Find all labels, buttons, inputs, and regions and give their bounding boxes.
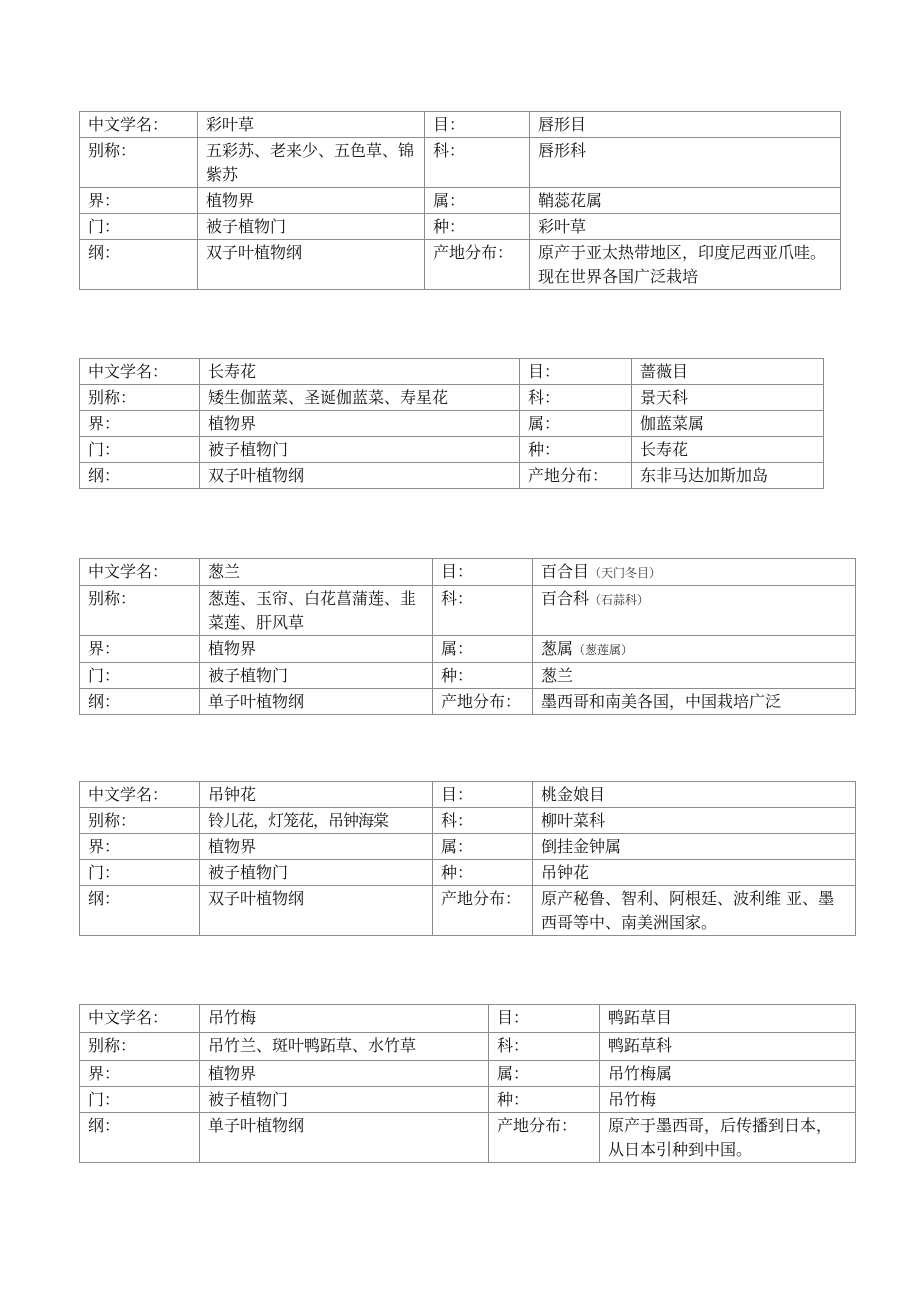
label-phylum: 门：	[80, 214, 198, 240]
label-cn-name: 中文学名：	[80, 1005, 200, 1033]
label-family: 科：	[489, 1033, 600, 1061]
value-distribution: 墨西哥和南美各国，中国栽培广泛	[533, 689, 856, 715]
value-alias: 五彩苏、老来少、五色草、锦紫苏	[198, 138, 425, 188]
value-genus: 伽蓝菜属	[632, 411, 824, 437]
label-alias: 别称：	[80, 1033, 200, 1061]
value-species: 吊竹梅	[600, 1087, 856, 1113]
value-order: 鸭跖草目	[600, 1005, 856, 1033]
family-note: （石蒜科）	[589, 593, 650, 607]
value-order: 桃金娘目	[533, 782, 856, 808]
label-distribution: 产地分布：	[489, 1113, 600, 1163]
value-species: 吊钟花	[533, 860, 856, 886]
label-phylum: 门：	[80, 860, 200, 886]
label-order: 目：	[520, 359, 632, 385]
value-alias: 铃儿花，灯笼花，吊钟海棠	[200, 808, 433, 834]
label-cn-name: 中文学名：	[80, 359, 200, 385]
value-cn-name: 吊钟花	[200, 782, 433, 808]
value-phylum: 被子植物门	[200, 437, 520, 463]
label-class: 纲：	[80, 240, 198, 290]
plant-table-tradescantia	[79, 1004, 856, 1163]
value-class: 双子叶植物纲	[200, 886, 433, 936]
label-distribution: 产地分布：	[433, 886, 533, 936]
value-phylum: 被子植物门	[200, 663, 433, 689]
label-alias: 别称：	[80, 385, 200, 411]
value-class: 单子叶植物纲	[200, 689, 433, 715]
value-alias: 矮生伽蓝菜、圣诞伽蓝菜、寿星花	[200, 385, 520, 411]
label-family: 科：	[433, 586, 533, 636]
plant-table-kalanchoe	[79, 358, 824, 489]
label-order: 目：	[489, 1005, 600, 1033]
value-genus: 鞘蕊花属	[530, 188, 841, 214]
label-order: 目：	[433, 782, 533, 808]
value-species: 彩叶草	[530, 214, 841, 240]
value-kingdom: 植物界	[200, 636, 433, 663]
value-alias: 吊竹兰、斑叶鸭跖草、水竹草	[200, 1033, 489, 1061]
label-genus: 属：	[489, 1061, 600, 1087]
value-class: 双子叶植物纲	[198, 240, 425, 290]
value-species: 长寿花	[632, 437, 824, 463]
value-alias: 葱莲、玉帘、白花菖蒲莲、韭菜莲、肝风草	[200, 586, 433, 636]
value-distribution: 东非马达加斯加岛	[632, 463, 824, 489]
label-family: 科：	[425, 138, 530, 188]
value-phylum: 被子植物门	[200, 860, 433, 886]
label-alias: 别称：	[80, 808, 200, 834]
label-class: 纲：	[80, 886, 200, 936]
label-phylum: 门：	[80, 1087, 200, 1113]
label-species: 种：	[433, 663, 533, 689]
label-family: 科：	[433, 808, 533, 834]
label-distribution: 产地分布：	[433, 689, 533, 715]
value-kingdom: 植物界	[200, 411, 520, 437]
value-order: 百合目（天门冬目）	[533, 559, 856, 586]
value-genus: 吊竹梅属	[600, 1061, 856, 1087]
plant-table-coleus	[79, 111, 841, 290]
value-cn-name: 吊竹梅	[200, 1005, 489, 1033]
value-family: 景天科	[632, 385, 824, 411]
order-note: （天门冬目）	[589, 566, 662, 580]
label-kingdom: 界：	[80, 636, 200, 663]
label-genus: 属：	[433, 834, 533, 860]
value-distribution: 原产于墨西哥，后传播到日本，从日本引种到中国。	[600, 1113, 856, 1163]
label-species: 种：	[425, 214, 530, 240]
label-phylum: 门：	[80, 663, 200, 689]
label-cn-name: 中文学名：	[80, 559, 200, 586]
value-kingdom: 植物界	[198, 188, 425, 214]
label-order: 目：	[425, 112, 530, 138]
value-distribution: 原产秘鲁、智利、阿根廷、波利维 亚、墨西哥等中、南美洲国家。	[533, 886, 856, 936]
value-class: 单子叶植物纲	[200, 1113, 489, 1163]
label-species: 种：	[520, 437, 632, 463]
label-kingdom: 界：	[80, 834, 200, 860]
value-cn-name: 葱兰	[200, 559, 433, 586]
label-distribution: 产地分布：	[425, 240, 530, 290]
label-genus: 属：	[433, 636, 533, 663]
value-genus: 倒挂金钟属	[533, 834, 856, 860]
value-order: 唇形目	[530, 112, 841, 138]
label-genus: 属：	[520, 411, 632, 437]
label-class: 纲：	[80, 1113, 200, 1163]
label-species: 种：	[489, 1087, 600, 1113]
value-cn-name: 长寿花	[200, 359, 520, 385]
label-family: 科：	[520, 385, 632, 411]
value-family: 百合科（石蒜科）	[533, 586, 856, 636]
label-class: 纲：	[80, 689, 200, 715]
label-cn-name: 中文学名：	[80, 782, 200, 808]
value-distribution: 原产于亚太热带地区，印度尼西亚爪哇。现在世界各国广泛栽培	[530, 240, 841, 290]
value-family: 鸭跖草科	[600, 1033, 856, 1061]
value-phylum: 被子植物门	[198, 214, 425, 240]
label-species: 种：	[433, 860, 533, 886]
label-order: 目：	[433, 559, 533, 586]
label-phylum: 门：	[80, 437, 200, 463]
label-distribution: 产地分布：	[520, 463, 632, 489]
label-cn-name: 中文学名：	[80, 112, 198, 138]
label-kingdom: 界：	[80, 411, 200, 437]
value-species: 葱兰	[533, 663, 856, 689]
value-order: 蔷薇目	[632, 359, 824, 385]
value-class: 双子叶植物纲	[200, 463, 520, 489]
value-kingdom: 植物界	[200, 834, 433, 860]
value-phylum: 被子植物门	[200, 1087, 489, 1113]
label-alias: 别称：	[80, 586, 200, 636]
genus-note: （葱莲属）	[573, 643, 634, 657]
value-family: 柳叶菜科	[533, 808, 856, 834]
label-alias: 别称：	[80, 138, 198, 188]
value-cn-name: 彩叶草	[198, 112, 425, 138]
label-class: 纲：	[80, 463, 200, 489]
label-genus: 属：	[425, 188, 530, 214]
label-kingdom: 界：	[80, 188, 198, 214]
value-genus: 葱属（葱莲属）	[533, 636, 856, 663]
label-kingdom: 界：	[80, 1061, 200, 1087]
plant-table-zephyranthes	[79, 558, 856, 715]
value-family: 唇形科	[530, 138, 841, 188]
value-kingdom: 植物界	[200, 1061, 489, 1087]
plant-table-fuchsia	[79, 781, 856, 936]
